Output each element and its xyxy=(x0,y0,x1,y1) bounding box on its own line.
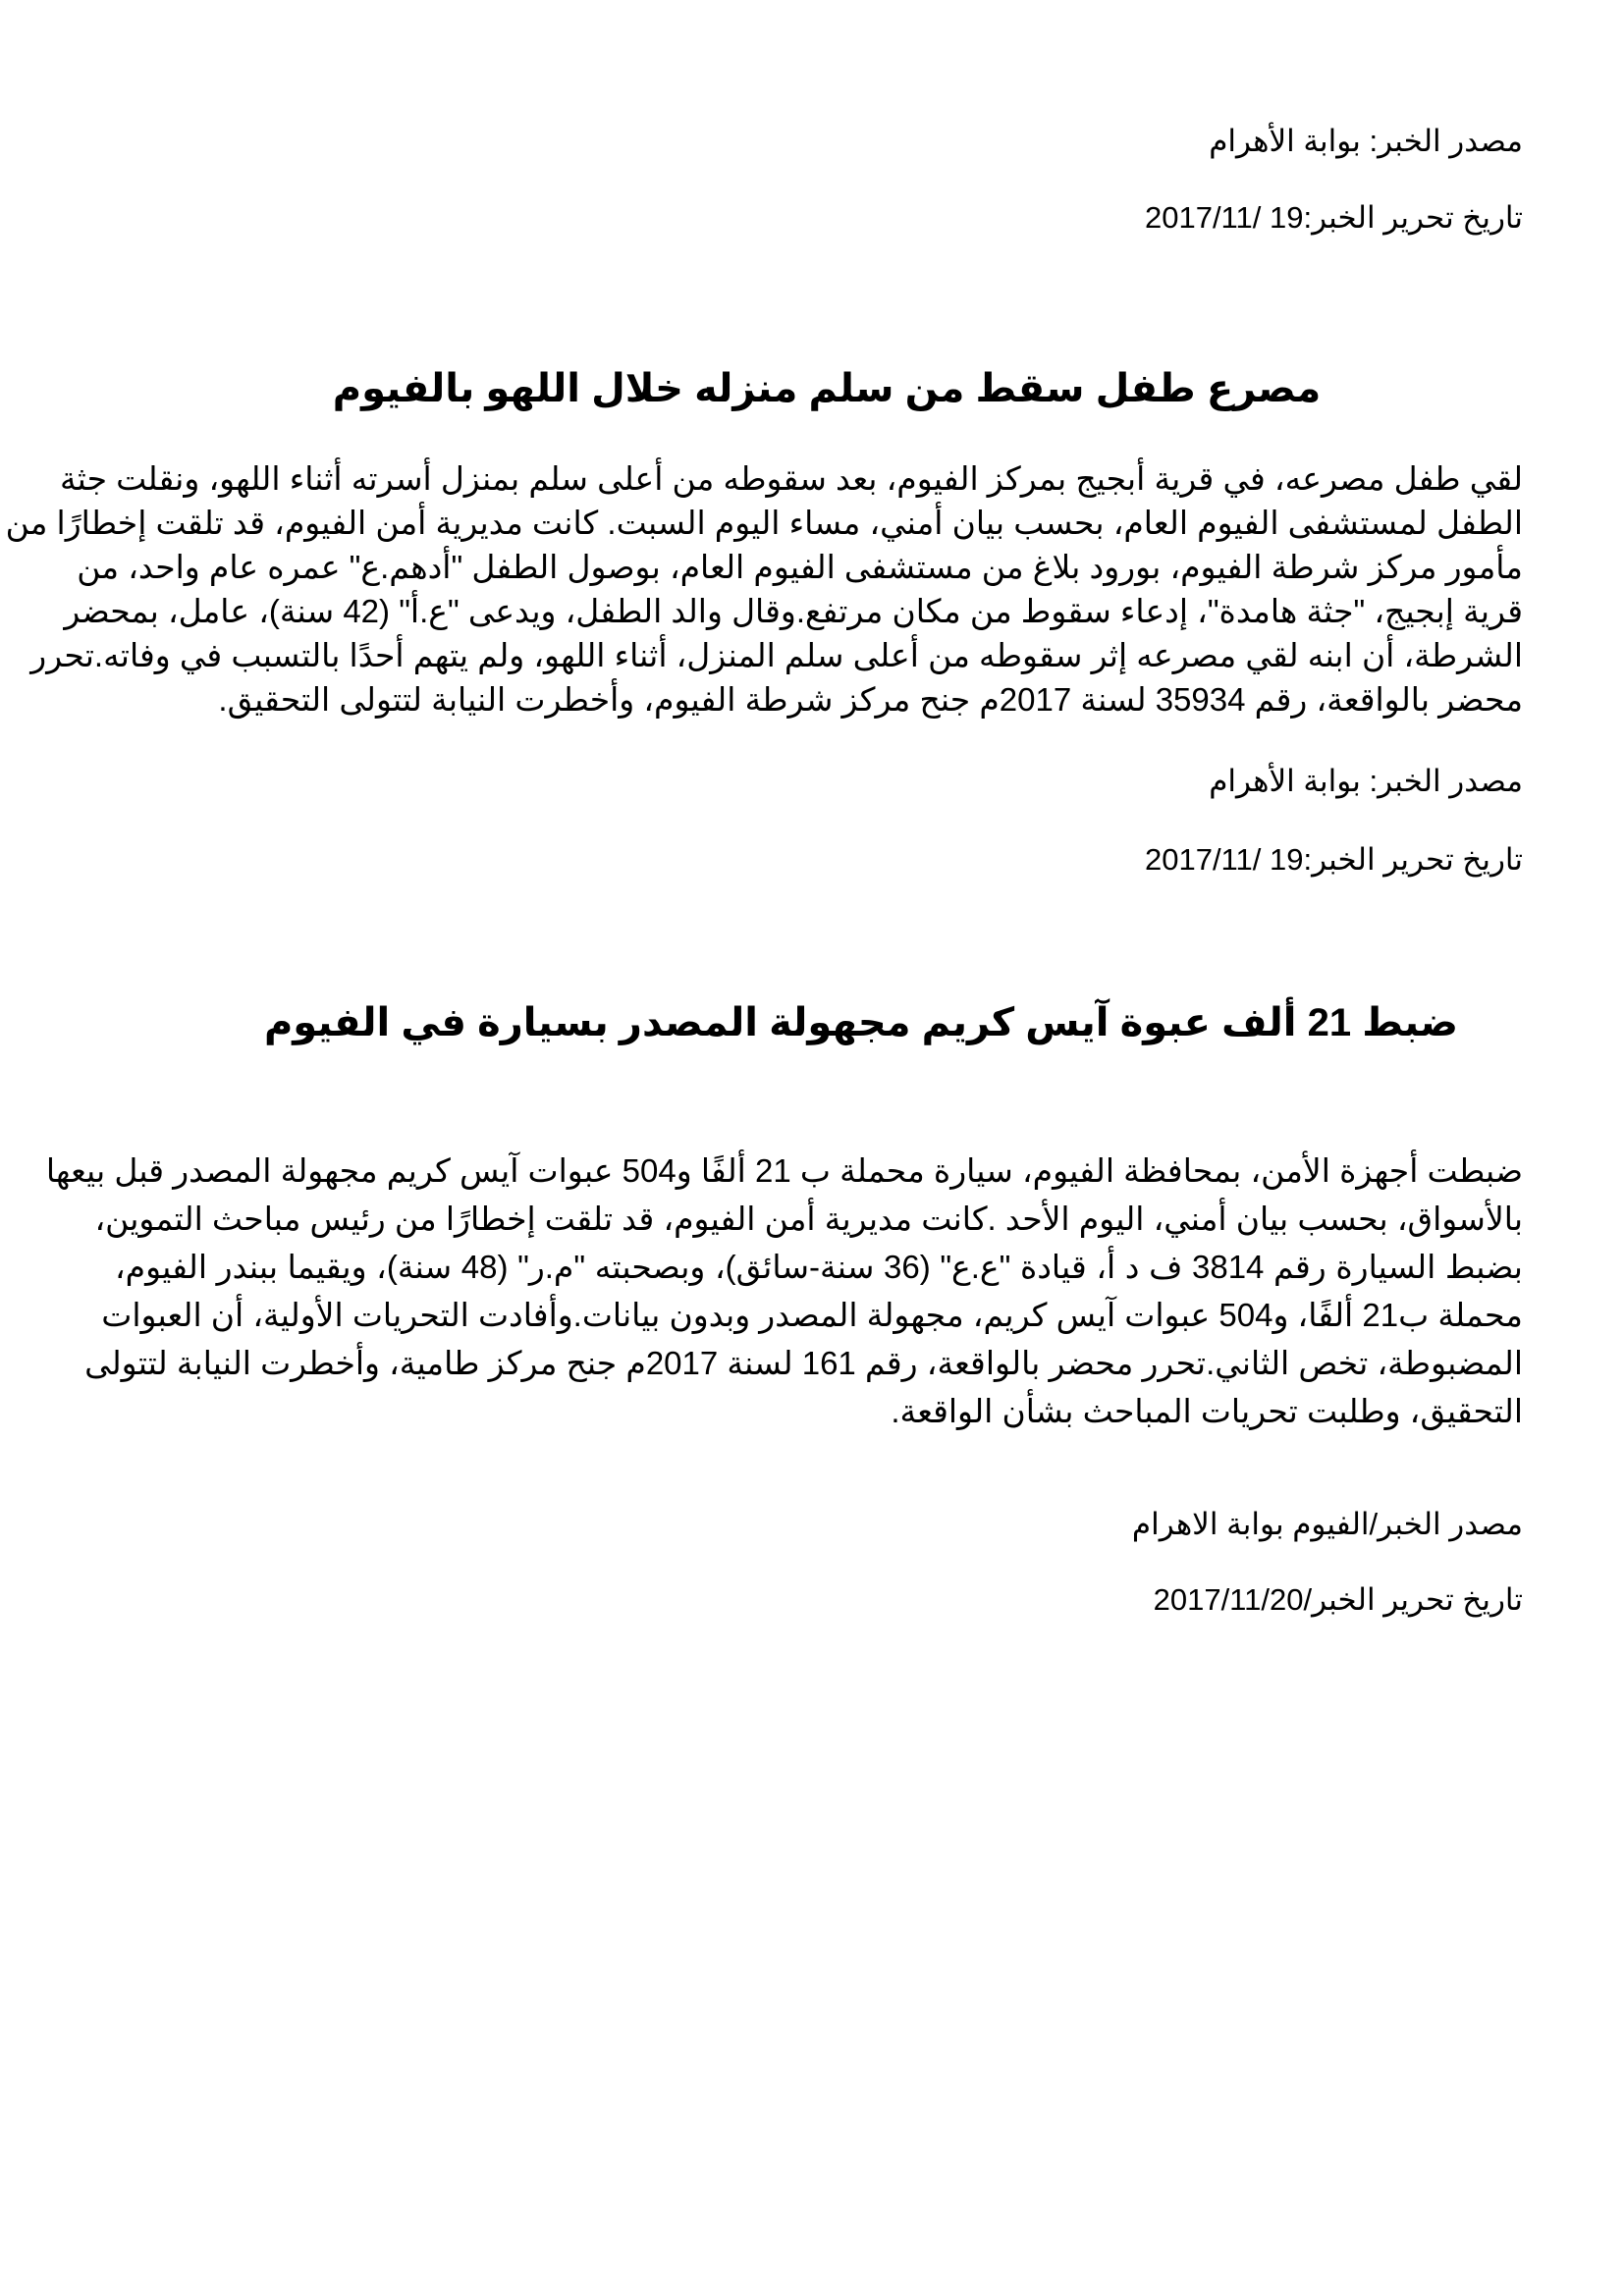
header-date: تاريخ تحرير الخبر:19 /2017/11 xyxy=(1144,200,1523,235)
article1-title: مصرع طفل سقط من سلم منزله خلال اللهو بالفيوم xyxy=(332,367,1322,410)
header-source: مصدر الخبر: بوابة الأهرام xyxy=(1209,124,1523,158)
article2-line: ضبطت أجهزة الأمن، بمحافظة الفيوم، سيارة محملة ب 21 ألفًا و504 عبوات آيس كريم مجهولة المصدر قبل بيعها xyxy=(45,1152,1523,1189)
article1-source: مصدر الخبر: بوابة الأهرام xyxy=(1209,764,1523,798)
article1-date: تاريخ تحرير الخبر:19 /2017/11 xyxy=(1144,842,1523,877)
article1-line: مأمور مركز شرطة الفيوم، بورود بلاغ من مستشفى الفيوم العام، بوصول الطفل "أدهم.ع" عمره عام واحد، من xyxy=(77,549,1523,585)
article2-date: تاريخ تحرير الخبر/2017/11/20 xyxy=(1153,1582,1523,1617)
article1-line: لقي طفل مصرعه، في قرية أبجيج بمركز الفيوم، بعد سقوطه من أعلى سلم بمنزل أسرته أثناء اللهو، ونقلت جثة xyxy=(59,460,1523,497)
article1-line: الشرطة، أن ابنه لقي مصرعه إثر سقوطه من أعلى سلم المنزل، أثناء اللهو، ولم يتهم أحدًا بالتسبب في وفاته.تحرر xyxy=(30,637,1523,673)
article2-line: محملة ب21 ألفًا، و504 عبوات آيس كريم، مجهولة المصدر وبدون بيانات.وأفادت التحريات الأولية، أن العبوات xyxy=(101,1297,1523,1333)
article2-line: المضبوطة، تخص الثاني.تحرر محضر بالواقعة، رقم 161 لسنة 2017م جنح مركز طامية، وأخطرت النيابة لتتولى xyxy=(84,1345,1523,1381)
article1-line: الطفل لمستشفى الفيوم العام، بحسب بيان أمني، مساء اليوم السبت. كانت مديرية أمن الفيوم، قد تلقت إخطارًا من xyxy=(5,505,1523,541)
article1-line: محضر بالواقعة، رقم 35934 لسنة 2017م جنح مركز شرطة الفيوم، وأخطرت النيابة لتتولى التحقيق. xyxy=(218,681,1523,718)
article2-title: ضبط 21 ألف عبوة آيس كريم مجهولة المصدر بسيارة في الفيوم xyxy=(263,1001,1459,1044)
article2-line: التحقيق، وطلبت تحريات المباحث بشأن الواقعة. xyxy=(891,1393,1523,1429)
article1-line: قرية إبجيج، "جثة هامدة"، إدعاء سقوط من مكان مرتفع.وقال والد الطفل، ويدعى "ع.أ" (42 سنة)، عامل، بمحضر xyxy=(64,593,1523,629)
article1-body xyxy=(5,456,1523,721)
article2-source: مصدر الخبر/الفيوم بوابة الاهرام xyxy=(1131,1507,1523,1541)
article2-line: بضبط السيارة رقم 3814 ف د أ، قيادة "ع.ع" (36 سنة-سائق)، وبصحبته "م.ر" (48 سنة)، ويقيما ببندر الفيوم، xyxy=(115,1249,1523,1285)
article2-line: بالأسواق، بحسب بيان أمني، اليوم الأحد .كانت مديرية أمن الفيوم، قد تلقت إخطارًا من رئيس مباحث التموين، xyxy=(94,1201,1523,1237)
article2-body xyxy=(45,1147,1523,1435)
